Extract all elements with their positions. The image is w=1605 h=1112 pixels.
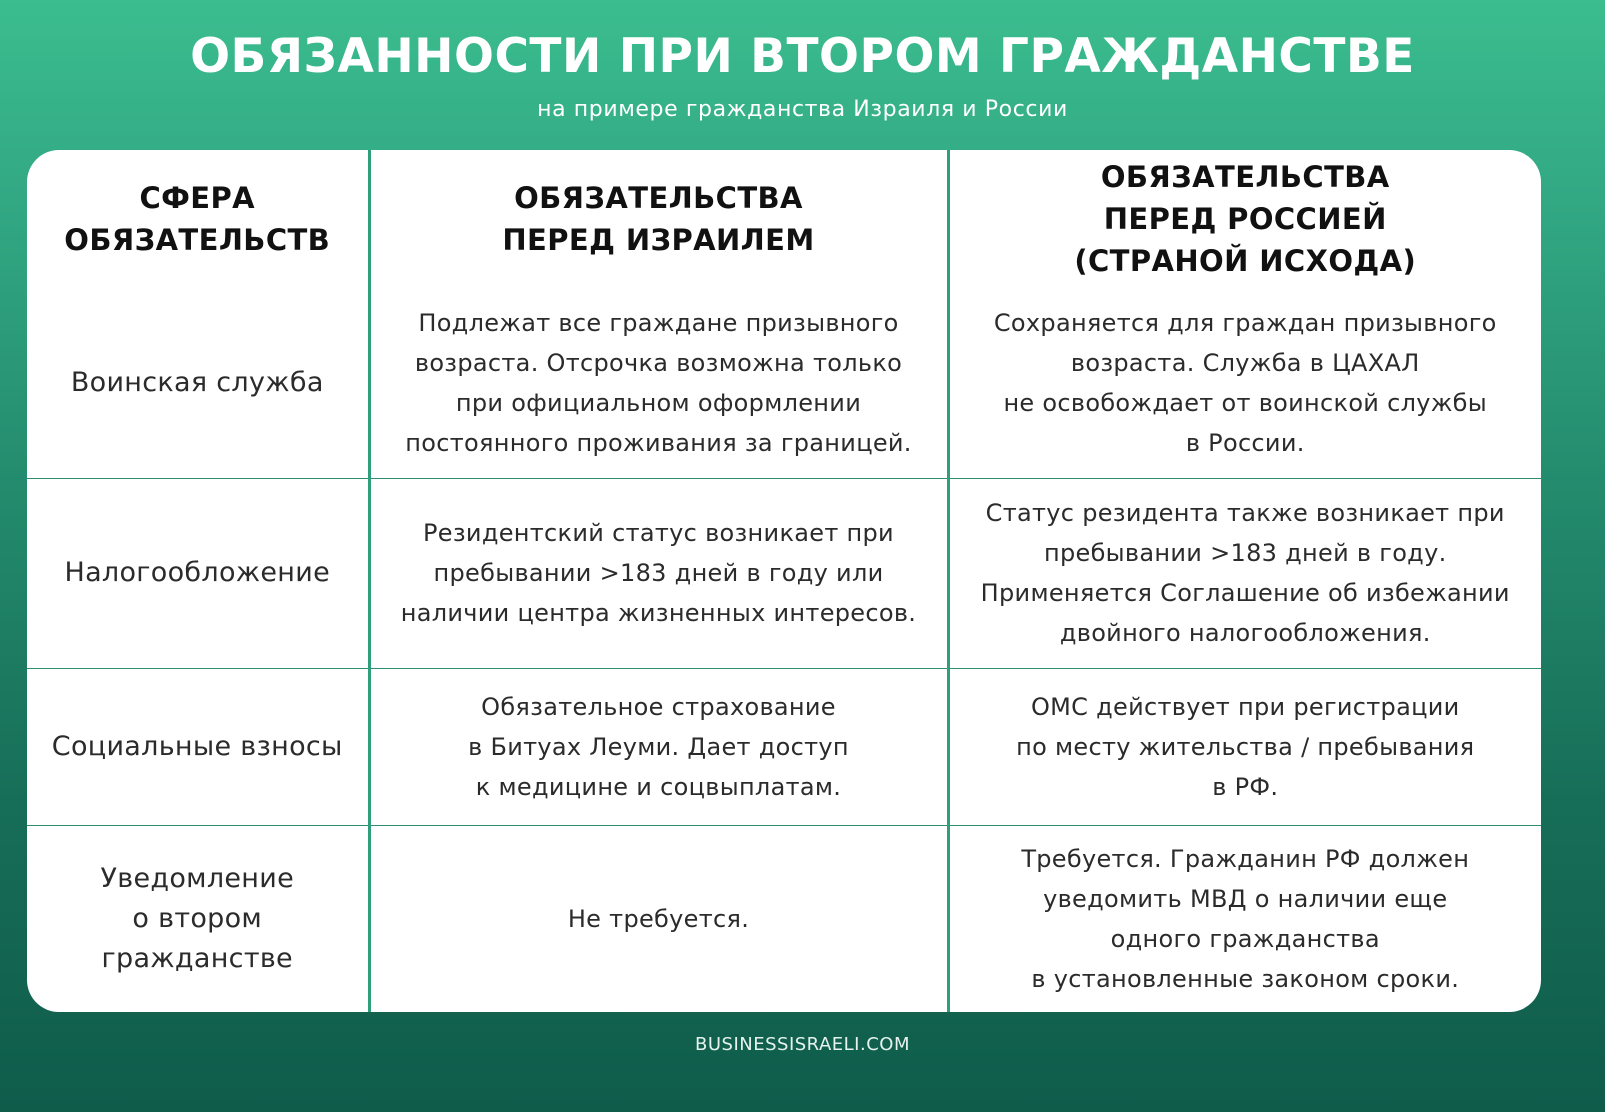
cell-line: Подлежат все граждане призывного: [418, 308, 899, 337]
obligations-table: [27, 150, 1541, 1012]
cell-line: гражданстве: [101, 942, 293, 974]
cell-line: пребывании >183 дней в году или: [433, 559, 884, 587]
cell-line: Не требуется.: [567, 904, 750, 933]
column-header-russia: [948, 150, 1541, 288]
cell-russia: [948, 478, 1541, 668]
cell-line: Статус резидента также возникает при: [985, 499, 1505, 527]
cell-line: ОМС действует при регистрации: [1030, 692, 1460, 721]
cell-russia: [948, 825, 1541, 1012]
column-header-israel: [369, 150, 948, 288]
column-header-area: [27, 150, 369, 288]
header-line: ОБЯЗАТЕЛЬСТВ: [64, 223, 331, 257]
cell-line: при официальном оформлении: [455, 388, 862, 417]
cell-line: Налогообложение: [64, 557, 331, 588]
cell-line: не освобождает от воинской службы: [1003, 388, 1488, 417]
cell-line: пребывании >183 дней в году.: [1043, 539, 1447, 567]
table-row-taxation: [27, 478, 1541, 668]
cell-line: Уведомление: [100, 862, 294, 894]
cell-line: Обязательное страхование: [481, 692, 836, 721]
cell-israel: [369, 668, 948, 825]
page-title: ОБЯЗАННОСТИ ПРИ ВТОРОМ ГРАЖДАНСТВЕ: [190, 29, 1415, 84]
header-line: ОБЯЗАТЕЛЬСТВА: [1100, 160, 1390, 194]
cell-line: Социальные взносы: [51, 730, 343, 762]
cell-line: в установленные законом сроки.: [1031, 964, 1460, 993]
table-row-social: [27, 668, 1541, 825]
cell-line: Требуется. Гражданин РФ должен: [1021, 844, 1470, 873]
header-line: ОБЯЗАТЕЛЬСТВА: [514, 181, 803, 215]
header-line: (СТРАНОЙ ИСХОДА): [1074, 244, 1417, 278]
table-header-row: [27, 150, 1541, 288]
cell-line: по месту жительства / пребывания: [1016, 732, 1475, 761]
cell-line: о втором: [132, 902, 263, 934]
table-row-notification: [27, 825, 1541, 1012]
cell-line: Резидентский статус возникает при: [423, 519, 894, 547]
cell-line: Применяется Соглашение об избежании: [980, 579, 1510, 607]
cell-israel: [369, 288, 948, 478]
cell-israel: [369, 825, 948, 1012]
header-line: ПЕРЕД РОССИЕЙ: [1103, 202, 1387, 236]
cell-area: [27, 825, 369, 1012]
cell-line: Сохраняется для граждан призывного: [993, 308, 1497, 337]
cell-israel: [369, 478, 948, 668]
cell-line: одного гражданства: [1110, 924, 1380, 953]
cell-line: наличии центра жизненных интересов.: [400, 599, 917, 627]
cell-line: в РФ.: [1212, 772, 1279, 801]
cell-area: [27, 478, 369, 668]
cell-line: уведомить МВД о наличии еще: [1043, 884, 1448, 913]
cell-line: постоянного проживания за границей.: [405, 428, 912, 457]
cell-line: Воинская служба: [70, 366, 324, 398]
cell-line: в России.: [1185, 428, 1305, 457]
obligations-table-card: [27, 150, 1541, 1012]
cell-line: в Битуах Леуми. Дает доступ: [468, 732, 849, 761]
cell-line: двойного налогообложения.: [1059, 619, 1431, 647]
table-row-military: [27, 288, 1541, 478]
cell-russia: [948, 288, 1541, 478]
header-line: ПЕРЕД ИЗРАИЛЕМ: [502, 223, 815, 257]
cell-area: [27, 668, 369, 825]
cell-line: возраста. Отсрочка возможна только: [414, 348, 903, 377]
cell-line: возраста. Служба в ЦАХАЛ: [1070, 348, 1420, 377]
footer-site-link[interactable]: BUSINESSISRAELI.COM: [695, 1034, 910, 1055]
cell-russia: [948, 668, 1541, 825]
header-line: СФЕРА: [139, 181, 256, 215]
cell-line: к медицине и соцвыплатам.: [475, 772, 842, 801]
page-subtitle: на примере гражданства Израиля и России: [537, 97, 1068, 122]
cell-area: [27, 288, 369, 478]
